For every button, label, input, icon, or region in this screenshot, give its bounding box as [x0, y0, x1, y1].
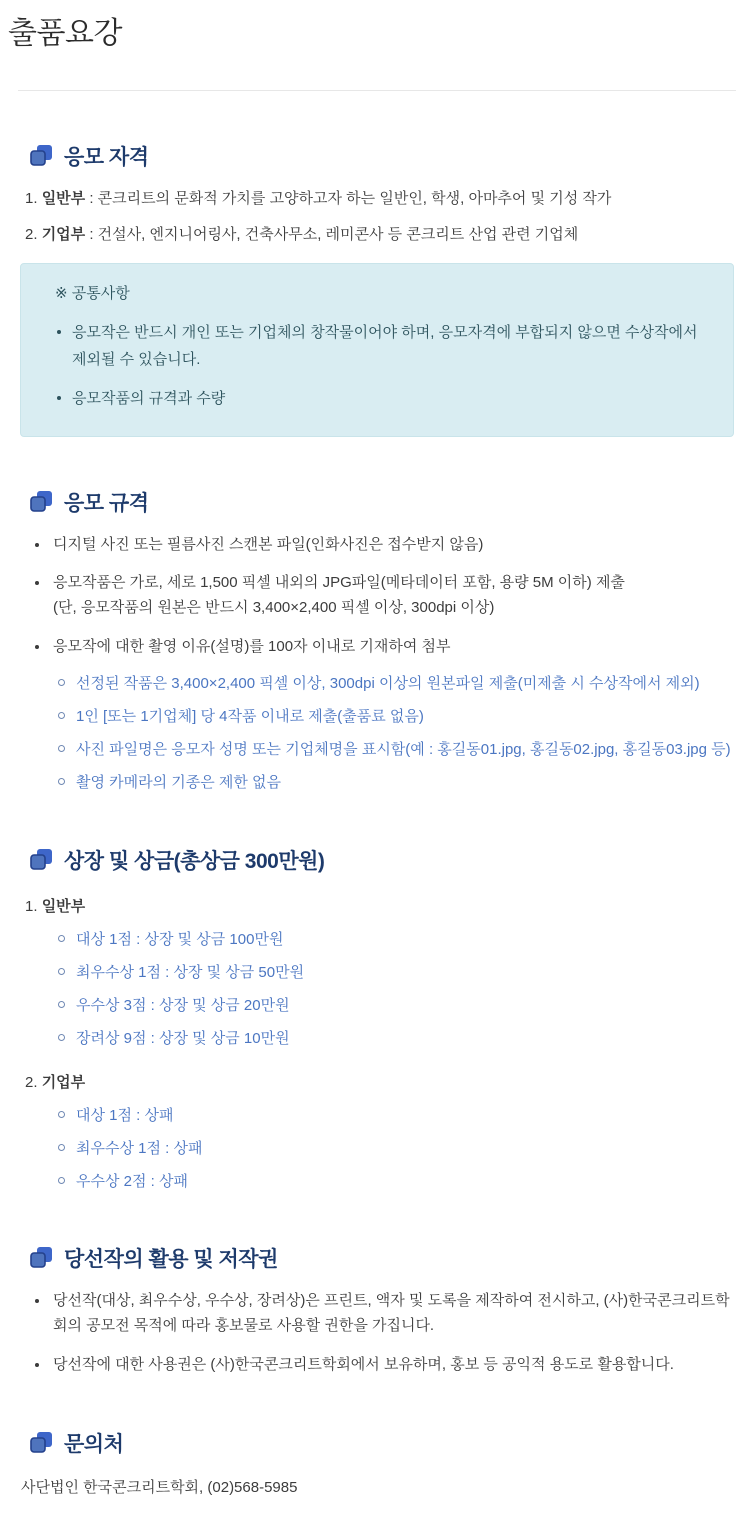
- group-number: 1.: [25, 897, 38, 915]
- title-divider: [18, 90, 736, 91]
- bullet-note: (단, 응모작품의 원본은 반드시 3,400×2,400 픽셀 이상, 300dpi 이상): [53, 599, 495, 616]
- pages-icon: [30, 491, 52, 513]
- section-contact: [20, 1428, 734, 1497]
- prize-group-corporate: [25, 1071, 734, 1092]
- prize-item: 대상 1점 : 상패: [57, 1104, 734, 1127]
- section-eligibility-heading: [30, 141, 734, 171]
- format-bullet: [33, 533, 734, 558]
- prize-item: 장려상 9점 : 상장 및 상금 10만원: [57, 1027, 734, 1050]
- prize-item: 우수상 2점 : 상패: [57, 1170, 734, 1193]
- group-label: 기업부: [41, 1073, 86, 1091]
- notice-bullet: 응모작품의 규격과 수량: [55, 385, 711, 412]
- format-list: [33, 533, 734, 660]
- section-usage: [20, 1243, 734, 1377]
- section-format-heading: [30, 487, 734, 517]
- pages-icon: [30, 145, 52, 167]
- eligibility-item: [25, 223, 734, 246]
- section-eligibility: [20, 141, 734, 437]
- bullet-text: 디지털 사진 또는 필름사진 스캔본 파일(인화사진은 접수받지 않음): [53, 535, 484, 553]
- prize-item: 대상 1점 : 상장 및 상금 100만원: [57, 928, 734, 951]
- page-title: 출품요강: [8, 17, 122, 50]
- eligibility-item: [25, 187, 734, 210]
- format-sub-bullet: 1인 [또는 1기업체] 당 4작품 이내로 제출(출품료 없음): [57, 705, 734, 728]
- pages-icon: [30, 1432, 52, 1454]
- section-heading-label: 당선작의 활용 및 저작권: [64, 1248, 278, 1272]
- usage-bullet: 당선작(대상, 최우수상, 우수상, 장려상)은 프린트, 액자 및 도록을 제작하여 전시하고, (사)한국콘크리트학회의 공모전 목적에 따라 홍보물로 사용할 권한을 가집니다.: [33, 1289, 734, 1339]
- notice-title: ※ 공통사항: [55, 284, 130, 302]
- eligibility-list: [25, 187, 734, 247]
- section-prizes: [20, 845, 734, 1194]
- item-text: : 건설사, 엔지니어링사, 건축사무소, 레미콘사 등 콘크리트 산업 관련 기업체: [85, 226, 579, 244]
- item-label: 일반부: [41, 190, 86, 207]
- prize-list-general: [57, 928, 734, 1051]
- section-prizes-heading: [30, 845, 734, 875]
- item-label: 기업부: [41, 226, 86, 244]
- bullet-text: 응모작에 대한 촬영 이유(설명)를 100자 이내로 기재하여 첨부: [53, 637, 451, 655]
- pages-icon: [30, 849, 52, 871]
- prize-group-general: [25, 895, 734, 916]
- section-heading-label: 상장 및 상금(총상금 300만원): [64, 849, 325, 873]
- format-sub-list: [57, 672, 734, 795]
- format-bullet: [33, 571, 734, 621]
- format-sub-bullet: 사진 파일명은 응모자 성명 또는 기업체명을 표시함(예 : 홍길동01.jpg, 홍길동02.jpg, 홍길동03.jpg 등): [57, 738, 734, 761]
- format-sub-bullet: 선정된 작품은 3,400×2,400 픽셀 이상, 300dpi 이상의 원본파일 제출(미제출 시 수상작에서 제외): [57, 672, 734, 695]
- item-number: 1.: [25, 190, 38, 207]
- prize-item: 최우수상 1점 : 상장 및 상금 50만원: [57, 961, 734, 984]
- format-sub-bullet: 촬영 카메라의 기종은 제한 없음: [57, 771, 734, 794]
- section-format: [20, 487, 734, 795]
- item-text: : 콘크리트의 문화적 가치를 고양하고자 하는 일반인, 학생, 아마추어 및 기성 작가: [85, 190, 612, 207]
- usage-list: [33, 1289, 734, 1377]
- group-number: 2.: [25, 1073, 38, 1091]
- section-usage-heading: [30, 1243, 734, 1273]
- format-bullet: [33, 635, 734, 660]
- section-heading-label: 문의처: [64, 1432, 124, 1456]
- prize-list-corporate: [57, 1104, 734, 1194]
- guidelines-page: [0, 8, 754, 1537]
- usage-bullet: 당선작에 대한 사용권은 (사)한국콘크리트학회에서 보유하며, 홍보 등 공익적 용도로 활용합니다.: [33, 1353, 734, 1378]
- item-number: 2.: [25, 226, 38, 244]
- prize-item: 최우수상 1점 : 상패: [57, 1137, 734, 1160]
- prize-item: 우수상 3점 : 상장 및 상금 20만원: [57, 994, 734, 1017]
- bullet-text: 응모작품은 가로, 세로 1,500 픽셀 내외의 JPG파일(메타데이터 포함, 용량 5M 이하) 제출: [53, 574, 625, 592]
- notice-list: [55, 319, 711, 412]
- common-notice-box: [20, 263, 734, 437]
- contact-info: 사단법인 한국콘크리트학회, (02)568-5985: [21, 1478, 298, 1496]
- group-label: 일반부: [41, 897, 86, 915]
- notice-bullet: 응모작은 반드시 개인 또는 기업체의 창작물이어야 하며, 응모자격에 부합되지 않으면 수상작에서 제외될 수 있습니다.: [55, 319, 711, 373]
- section-heading-label: 응모 자격: [64, 146, 149, 169]
- section-heading-label: 응모 규격: [64, 491, 149, 515]
- section-contact-heading: [30, 1428, 734, 1458]
